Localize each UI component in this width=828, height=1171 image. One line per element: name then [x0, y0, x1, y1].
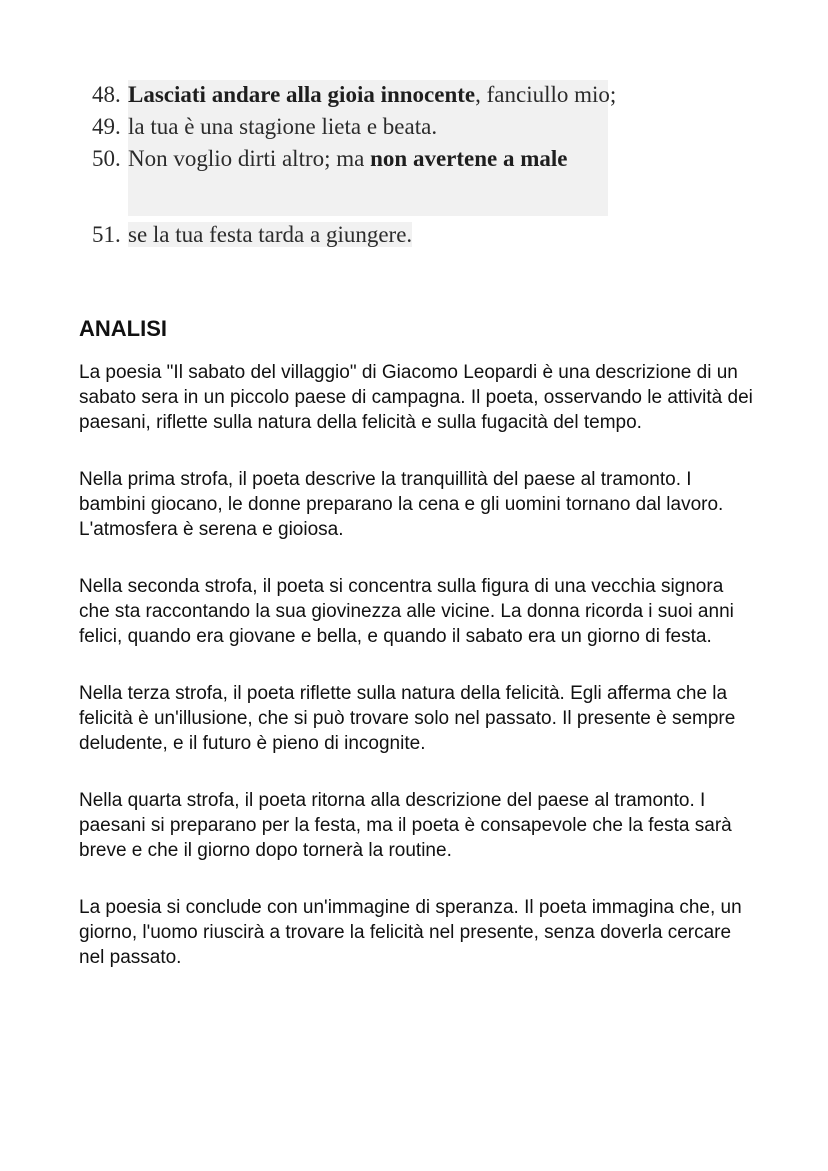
verse-number: 50. — [92, 146, 121, 171]
analysis-body — [79, 360, 759, 1002]
verse-number: 51. — [92, 222, 121, 247]
verse-48 — [92, 80, 616, 110]
verse-50 — [92, 144, 568, 174]
verse-number: 49. — [92, 114, 121, 139]
verse-text: , fanciullo mio; — [475, 82, 617, 107]
verse-text: la tua è una stagione lieta e beata. — [128, 114, 438, 139]
analysis-paragraph: La poesia "Il sabato del villaggio" di Giacomo Leopardi è una descrizione di un sabato sera in un piccolo paese di campagna. Il poeta, osservando le attività dei paesani, riflette sulla natura della felicità e sulla fugacità del tempo. — [79, 362, 753, 433]
verse-text: se la tua festa tarda a giungere. — [128, 222, 413, 247]
verse-text: Non voglio dirti altro; ma — [128, 146, 371, 171]
verse-bold-text: Lasciati andare alla gioia innocente — [128, 82, 476, 107]
analysis-heading: ANALISI — [79, 316, 167, 341]
verse-bold-text: non avertene a male — [370, 146, 568, 171]
analysis-paragraph: Nella prima strofa, il poeta descrive la tranquillità del paese al tramonto. I bambini giocano, le donne preparano la cena e gli uomini tornano dal lavoro. L'atmosfera è serena e gioiosa. — [79, 469, 724, 540]
analysis-paragraph: Nella seconda strofa, il poeta si concentra sulla figura di una vecchia signora che sta raccontando la sua giovinezza alle vicine. La donna ricorda i suoi anni felici, quando era giovane e bella, e quando il sabato era un giorno di festa. — [79, 576, 734, 647]
verse-51 — [92, 220, 412, 250]
verse-number: 48. — [92, 82, 121, 107]
analysis-paragraph: Nella quarta strofa, il poeta ritorna alla descrizione del paese al tramonto. I paesani si preparano per la festa, ma il poeta è consapevole che la festa sarà breve e che il giorno dopo tornerà la routine. — [79, 790, 732, 861]
verse-49 — [92, 112, 437, 142]
analysis-paragraph: La poesia si conclude con un'immagine di speranza. Il poeta immagina che, un giorno, l'uomo riuscirà a trovare la felicità nel presente, senza doverla cercare nel passato. — [79, 897, 742, 968]
analysis-paragraph: Nella terza strofa, il poeta riflette sulla natura della felicità. Egli afferma che la felicità è un'illusione, che si può trovare solo nel passato. Il presente è sempre deludente, e il futuro è pieno di incognite. — [79, 683, 736, 754]
